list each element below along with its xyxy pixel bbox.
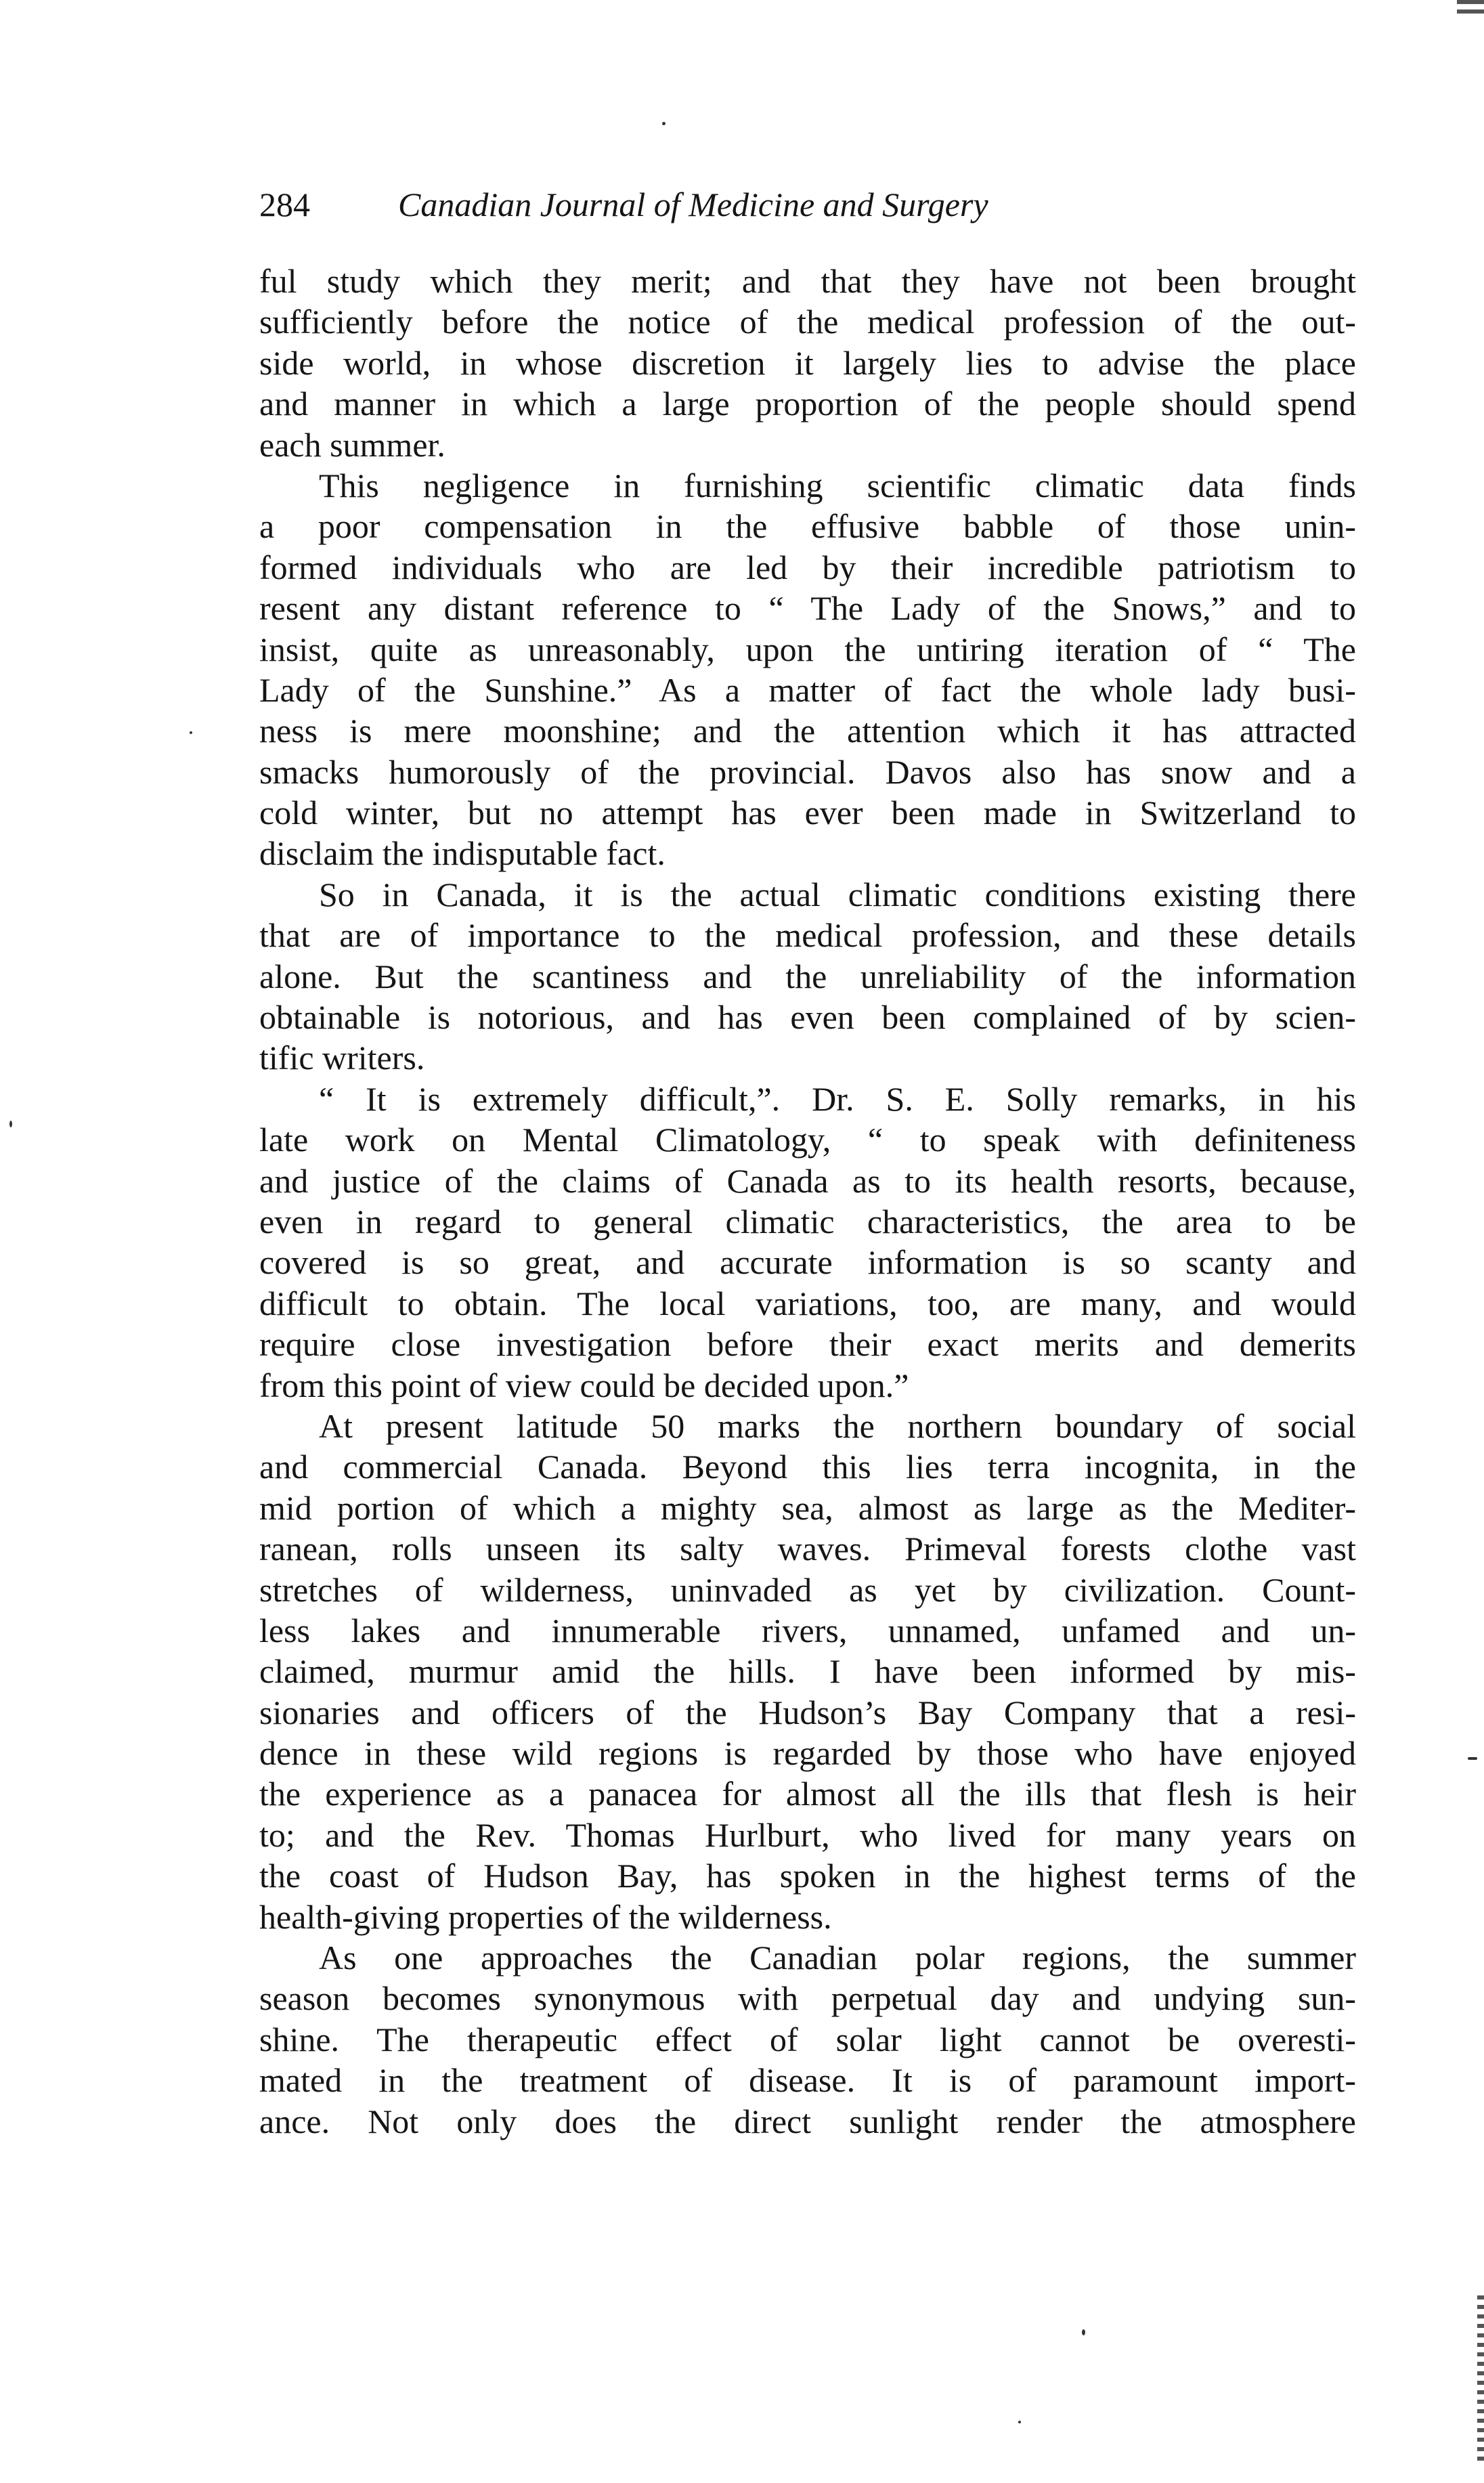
- text-line: At present latitude 50 marks the northern boundary of social: [319, 1406, 1356, 1445]
- running-header: [259, 177, 1356, 232]
- text-line: sionaries and officers of the Hudson’s Bay Company that a resi-: [259, 1693, 1356, 1731]
- text-line: smacks humorously of the provincial. Davos also has snow and a: [259, 752, 1356, 791]
- text-line: each summer.: [259, 425, 445, 464]
- scan-speck: [662, 122, 665, 125]
- text-line: As one approaches the Canadian polar regions, the summer: [319, 1939, 1356, 1977]
- text-line: difficult to obtain. The local variations, too, are many, and would: [259, 1284, 1356, 1322]
- text-line: from this point of view could be decided upon.”: [259, 1366, 909, 1404]
- text-line: Lady of the Sunshine.” As a matter of fact the whole lady busi-: [259, 670, 1356, 709]
- text-line: ness is mere moonshine; and the attention which it has attracted: [259, 712, 1356, 750]
- text-line: alone. But the scantiness and the unreliability of the information: [259, 957, 1356, 995]
- text-line: that are of importance to the medical profession, and these details: [259, 916, 1356, 955]
- text-line: and manner in which a large proportion of the people should spend: [259, 385, 1356, 423]
- scan-speck: [1468, 1757, 1477, 1760]
- text-line: So in Canada, it is the actual climatic conditions existing there: [319, 875, 1356, 913]
- text-line: and justice of the claims of Canada as to its health resorts, because,: [259, 1161, 1356, 1200]
- text-line: to; and the Rev. Thomas Hurlburt, who lived for many years on: [259, 1815, 1356, 1854]
- scan-speck: [1082, 2329, 1085, 2335]
- text-line: mid portion of which a mighty sea, almost as large as the Mediter-: [259, 1488, 1356, 1527]
- text-line: a poor compensation in the effusive babble of those unin-: [259, 507, 1356, 546]
- paragraph-5: [259, 1406, 1356, 1937]
- paragraph-2: [259, 465, 1356, 874]
- text-line: tific writers.: [259, 1039, 425, 1077]
- text-line: side world, in whose discretion it largely lies to advise the place: [259, 343, 1356, 382]
- text-line: This negligence in furnishing scientific climatic data finds: [319, 466, 1356, 504]
- text-line: even in regard to general climatic characteristics, the area to be: [259, 1202, 1356, 1240]
- text-line: dence in these wild regions is regarded by those who have enjoyed: [259, 1734, 1356, 1773]
- scan-speck: [9, 1121, 12, 1127]
- text-line: “ It is extremely difficult,”. Dr. S. E. Solly remarks, in his: [319, 1079, 1356, 1118]
- text-line: covered is so great, and accurate information is so scanty and: [259, 1243, 1356, 1282]
- text-line: the coast of Hudson Bay, has spoken in the highest terms of the: [259, 1857, 1356, 1895]
- text-line: require close investigation before their exact merits and demerits: [259, 1325, 1356, 1364]
- text-line: the experience as a panacea for almost all the ills that flesh is heir: [259, 1775, 1356, 1813]
- paragraph-6: [259, 1937, 1356, 2142]
- page-number: 284: [259, 186, 310, 223]
- text-line: shine. The therapeutic effect of solar light cannot be overesti-: [259, 2020, 1356, 2058]
- text-line: ful study which they merit; and that they have not been brought: [259, 262, 1356, 300]
- text-line: disclaim the indisputable fact.: [259, 834, 665, 873]
- text-line: health-giving properties of the wilderness.: [259, 1897, 832, 1936]
- text-line: mated in the treatment of disease. It is of paramount import-: [259, 2061, 1356, 2100]
- text-line: ranean, rolls unseen its salty waves. Primeval forests clothe vast: [259, 1530, 1356, 1568]
- journal-title: Canadian Journal of Medicine and Surgery: [398, 186, 988, 223]
- text-line: stretches of wilderness, uninvaded as yet by civilization. Count-: [259, 1570, 1356, 1609]
- scan-edge-mark: [1457, 0, 1484, 15]
- text-line: cold winter, but no attempt has ever been made in Switzerland to: [259, 794, 1356, 832]
- scan-speck: [1018, 2421, 1021, 2423]
- text-line: resent any distant reference to “ The Lady of the Snows,” and to: [259, 589, 1356, 628]
- text-line: formed individuals who are led by their incredible patriotism to: [259, 548, 1356, 586]
- text-line: sufficiently before the notice of the medical profession of the out-: [259, 303, 1356, 341]
- text-line: season becomes synonymous with perpetual day and undying sun-: [259, 1979, 1356, 2018]
- paragraph-3: [259, 874, 1356, 1079]
- scan-speck: [190, 731, 192, 734]
- text-line: late work on Mental Climatology, “ to speak with definiteness: [259, 1121, 1356, 1159]
- paragraph-1: [259, 261, 1356, 465]
- text-line: insist, quite as unreasonably, upon the untiring iteration of “ The: [259, 630, 1356, 668]
- text-line: less lakes and innumerable rivers, unnamed, unfamed and un-: [259, 1611, 1356, 1649]
- text-line: claimed, murmur amid the hills. I have been informed by mis-: [259, 1652, 1356, 1691]
- scan-edge-mark: [1477, 2295, 1484, 2465]
- body-text: [259, 261, 1356, 2142]
- paragraph-4: [259, 1079, 1356, 1406]
- text-line: and commercial Canada. Beyond this lies terra incognita, in the: [259, 1448, 1356, 1486]
- text-line: obtainable is notorious, and has even been complained of by scien-: [259, 998, 1356, 1037]
- text-line: ance. Not only does the direct sunlight render the atmosphere: [259, 2102, 1356, 2140]
